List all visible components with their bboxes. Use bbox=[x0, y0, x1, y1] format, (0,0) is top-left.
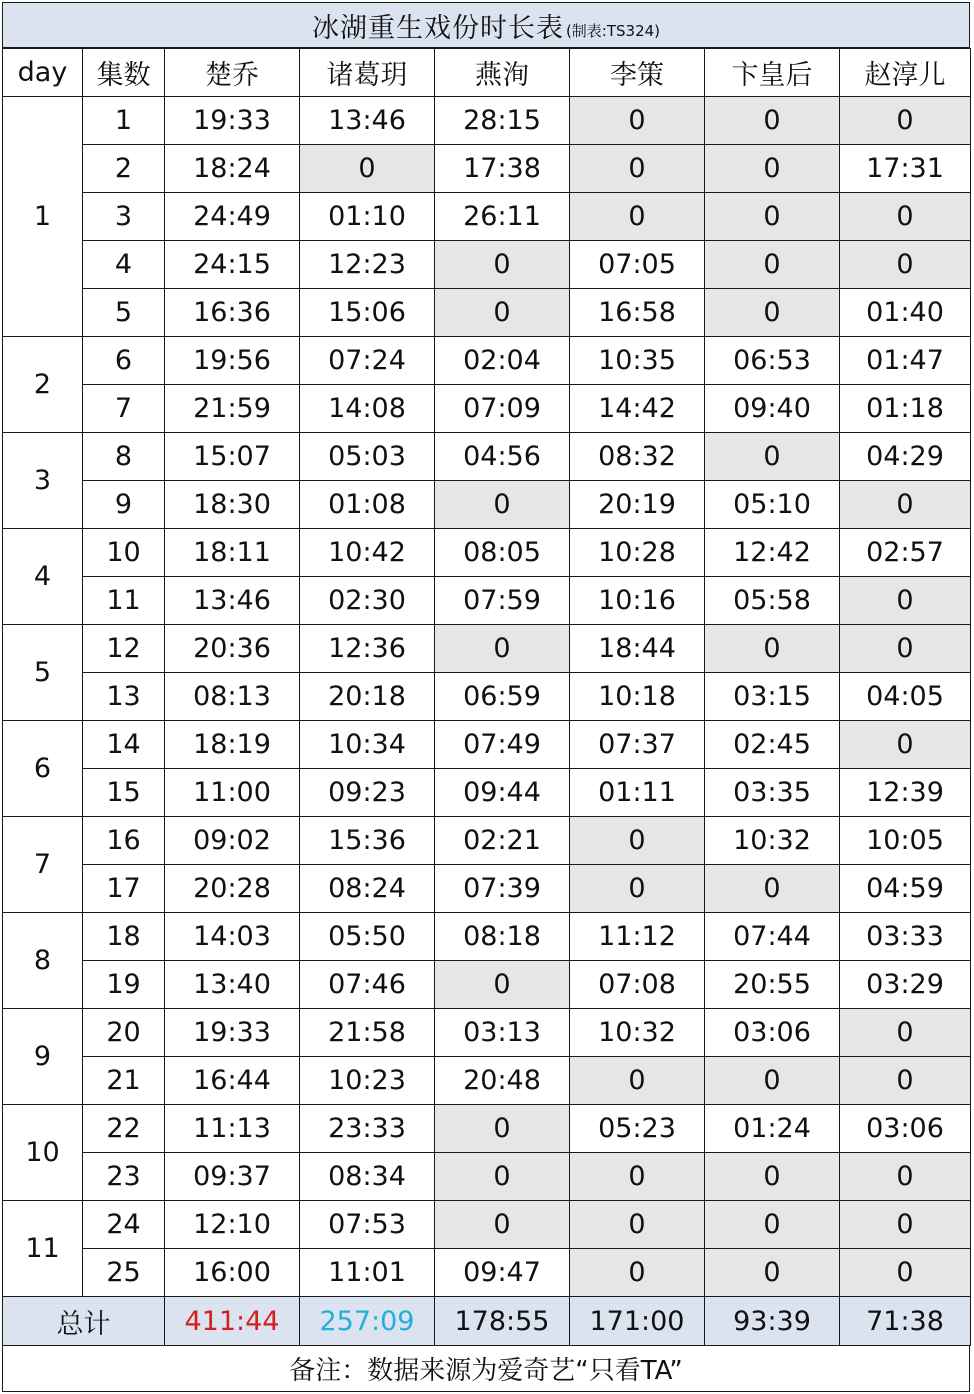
episode-cell: 18 bbox=[83, 913, 165, 961]
episode-cell: 22 bbox=[83, 1105, 165, 1153]
duration-cell: 09:23 bbox=[300, 769, 435, 817]
duration-cell: 0 bbox=[435, 1105, 570, 1153]
episode-cell: 1 bbox=[83, 97, 165, 145]
day-cell: 8 bbox=[3, 913, 83, 1009]
duration-cell: 15:07 bbox=[165, 433, 300, 481]
episode-cell: 13 bbox=[83, 673, 165, 721]
day-cell: 7 bbox=[3, 817, 83, 913]
duration-cell: 03:15 bbox=[705, 673, 840, 721]
duration-cell: 14:42 bbox=[570, 385, 705, 433]
duration-cell: 0 bbox=[570, 1249, 705, 1297]
table-row bbox=[3, 241, 971, 289]
duration-cell: 16:00 bbox=[165, 1249, 300, 1297]
episode-cell: 17 bbox=[83, 865, 165, 913]
episode-cell: 11 bbox=[83, 577, 165, 625]
episode-cell: 9 bbox=[83, 481, 165, 529]
episode-cell: 15 bbox=[83, 769, 165, 817]
table-row bbox=[3, 673, 971, 721]
duration-cell: 12:39 bbox=[840, 769, 971, 817]
duration-cell: 03:13 bbox=[435, 1009, 570, 1057]
total-value: 178:55 bbox=[435, 1297, 570, 1346]
total-value: 93:39 bbox=[705, 1297, 840, 1346]
duration-cell: 17:38 bbox=[435, 145, 570, 193]
duration-cell: 08:13 bbox=[165, 673, 300, 721]
duration-cell: 14:08 bbox=[300, 385, 435, 433]
episode-cell: 16 bbox=[83, 817, 165, 865]
duration-cell: 21:58 bbox=[300, 1009, 435, 1057]
duration-cell: 19:56 bbox=[165, 337, 300, 385]
duration-cell: 11:00 bbox=[165, 769, 300, 817]
table-row bbox=[3, 721, 971, 769]
duration-cell: 0 bbox=[840, 1009, 971, 1057]
duration-cell: 07:08 bbox=[570, 961, 705, 1009]
duration-cell: 0 bbox=[570, 193, 705, 241]
total-row bbox=[3, 1297, 971, 1346]
day-cell: 9 bbox=[3, 1009, 83, 1105]
duration-cell: 20:48 bbox=[435, 1057, 570, 1105]
duration-cell: 0 bbox=[840, 481, 971, 529]
duration-cell: 09:37 bbox=[165, 1153, 300, 1201]
duration-cell: 12:23 bbox=[300, 241, 435, 289]
duration-cell: 0 bbox=[705, 1249, 840, 1297]
duration-cell: 0 bbox=[435, 241, 570, 289]
duration-cell: 03:35 bbox=[705, 769, 840, 817]
total-value: 71:38 bbox=[840, 1297, 971, 1346]
duration-cell: 18:30 bbox=[165, 481, 300, 529]
duration-cell: 11:13 bbox=[165, 1105, 300, 1153]
duration-cell: 06:53 bbox=[705, 337, 840, 385]
table-row bbox=[3, 385, 971, 433]
header-zhaochuner: 赵淳儿 bbox=[840, 49, 971, 97]
total-label: 总计 bbox=[3, 1297, 165, 1346]
duration-cell: 0 bbox=[705, 289, 840, 337]
table-row bbox=[3, 961, 971, 1009]
duration-cell: 05:23 bbox=[570, 1105, 705, 1153]
duration-cell: 08:32 bbox=[570, 433, 705, 481]
duration-cell: 02:45 bbox=[705, 721, 840, 769]
duration-cell: 10:16 bbox=[570, 577, 705, 625]
table-row bbox=[3, 289, 971, 337]
duration-cell: 26:11 bbox=[435, 193, 570, 241]
episode-cell: 3 bbox=[83, 193, 165, 241]
total-value: 411:44 bbox=[165, 1297, 300, 1346]
table-row bbox=[3, 625, 971, 673]
duration-cell: 09:02 bbox=[165, 817, 300, 865]
duration-cell: 0 bbox=[705, 865, 840, 913]
duration-cell: 0 bbox=[705, 1153, 840, 1201]
duration-cell: 23:33 bbox=[300, 1105, 435, 1153]
duration-cell: 08:18 bbox=[435, 913, 570, 961]
duration-cell: 11:12 bbox=[570, 913, 705, 961]
duration-cell: 07:24 bbox=[300, 337, 435, 385]
duration-cell: 02:04 bbox=[435, 337, 570, 385]
table-row bbox=[3, 1105, 971, 1153]
duration-cell: 16:36 bbox=[165, 289, 300, 337]
duration-cell: 01:08 bbox=[300, 481, 435, 529]
header-bianhuanghou: 卞皇后 bbox=[705, 49, 840, 97]
duration-cell: 05:10 bbox=[705, 481, 840, 529]
episode-cell: 20 bbox=[83, 1009, 165, 1057]
duration-cell: 01:40 bbox=[840, 289, 971, 337]
duration-cell: 0 bbox=[840, 625, 971, 673]
duration-cell: 18:19 bbox=[165, 721, 300, 769]
duration-cell: 0 bbox=[705, 625, 840, 673]
duration-cell: 28:15 bbox=[435, 97, 570, 145]
duration-cell: 0 bbox=[570, 1057, 705, 1105]
header-yanxun: 燕洵 bbox=[435, 49, 570, 97]
episode-cell: 5 bbox=[83, 289, 165, 337]
duration-cell: 04:29 bbox=[840, 433, 971, 481]
duration-cell: 15:06 bbox=[300, 289, 435, 337]
duration-cell: 0 bbox=[570, 1153, 705, 1201]
header-row bbox=[3, 49, 971, 97]
duration-cell: 10:05 bbox=[840, 817, 971, 865]
duration-cell: 15:36 bbox=[300, 817, 435, 865]
duration-cell: 24:15 bbox=[165, 241, 300, 289]
duration-cell: 20:28 bbox=[165, 865, 300, 913]
duration-cell: 18:44 bbox=[570, 625, 705, 673]
header-day: day bbox=[3, 49, 83, 97]
duration-cell: 0 bbox=[840, 1201, 971, 1249]
duration-cell: 12:10 bbox=[165, 1201, 300, 1249]
duration-cell: 07:09 bbox=[435, 385, 570, 433]
duration-cell: 0 bbox=[435, 625, 570, 673]
duration-cell: 10:34 bbox=[300, 721, 435, 769]
duration-cell: 04:59 bbox=[840, 865, 971, 913]
total-value: 171:00 bbox=[570, 1297, 705, 1346]
duration-cell: 01:18 bbox=[840, 385, 971, 433]
table-row bbox=[3, 337, 971, 385]
duration-cell: 07:49 bbox=[435, 721, 570, 769]
header-lice: 李策 bbox=[570, 49, 705, 97]
day-cell: 3 bbox=[3, 433, 83, 529]
table-row bbox=[3, 1201, 971, 1249]
duration-cell: 0 bbox=[435, 1153, 570, 1201]
duration-cell: 01:47 bbox=[840, 337, 971, 385]
duration-cell: 21:59 bbox=[165, 385, 300, 433]
duration-cell: 0 bbox=[840, 577, 971, 625]
duration-cell: 0 bbox=[570, 1201, 705, 1249]
duration-cell: 0 bbox=[570, 145, 705, 193]
table-row bbox=[3, 433, 971, 481]
episode-cell: 7 bbox=[83, 385, 165, 433]
duration-cell: 0 bbox=[840, 193, 971, 241]
duration-cell: 0 bbox=[840, 97, 971, 145]
duration-cell: 07:05 bbox=[570, 241, 705, 289]
duration-cell: 0 bbox=[435, 289, 570, 337]
duration-cell: 0 bbox=[705, 1201, 840, 1249]
episode-cell: 23 bbox=[83, 1153, 165, 1201]
duration-cell: 06:59 bbox=[435, 673, 570, 721]
duration-table bbox=[2, 48, 971, 1346]
duration-cell: 02:30 bbox=[300, 577, 435, 625]
duration-cell: 0 bbox=[840, 1249, 971, 1297]
episode-cell: 4 bbox=[83, 241, 165, 289]
duration-cell: 07:53 bbox=[300, 1201, 435, 1249]
duration-cell: 04:56 bbox=[435, 433, 570, 481]
duration-cell: 13:46 bbox=[300, 97, 435, 145]
episode-cell: 6 bbox=[83, 337, 165, 385]
table-row bbox=[3, 193, 971, 241]
duration-cell: 04:05 bbox=[840, 673, 971, 721]
table-row bbox=[3, 1153, 971, 1201]
duration-cell: 12:42 bbox=[705, 529, 840, 577]
duration-cell: 13:40 bbox=[165, 961, 300, 1009]
duration-cell: 07:39 bbox=[435, 865, 570, 913]
duration-cell: 16:58 bbox=[570, 289, 705, 337]
episode-cell: 21 bbox=[83, 1057, 165, 1105]
duration-cell: 08:24 bbox=[300, 865, 435, 913]
duration-cell: 14:03 bbox=[165, 913, 300, 961]
duration-cell: 09:47 bbox=[435, 1249, 570, 1297]
duration-cell: 01:24 bbox=[705, 1105, 840, 1153]
duration-cell: 19:33 bbox=[165, 1009, 300, 1057]
duration-cell: 0 bbox=[705, 433, 840, 481]
duration-cell: 05:03 bbox=[300, 433, 435, 481]
duration-cell: 0 bbox=[705, 193, 840, 241]
duration-cell: 20:36 bbox=[165, 625, 300, 673]
header-episode: 集数 bbox=[83, 49, 165, 97]
duration-cell: 0 bbox=[435, 961, 570, 1009]
table-row bbox=[3, 1057, 971, 1105]
table-body bbox=[3, 97, 971, 1297]
duration-cell: 12:36 bbox=[300, 625, 435, 673]
title-note: (制表:TS324) bbox=[565, 21, 661, 40]
duration-cell: 10:18 bbox=[570, 673, 705, 721]
duration-cell: 08:34 bbox=[300, 1153, 435, 1201]
table-row bbox=[3, 865, 971, 913]
duration-cell: 0 bbox=[570, 817, 705, 865]
duration-cell: 05:50 bbox=[300, 913, 435, 961]
duration-cell: 19:33 bbox=[165, 97, 300, 145]
episode-cell: 14 bbox=[83, 721, 165, 769]
duration-cell: 0 bbox=[570, 865, 705, 913]
duration-cell: 10:32 bbox=[570, 1009, 705, 1057]
duration-cell: 0 bbox=[840, 1057, 971, 1105]
duration-cell: 02:57 bbox=[840, 529, 971, 577]
total-value: 257:09 bbox=[300, 1297, 435, 1346]
duration-cell: 03:06 bbox=[840, 1105, 971, 1153]
episode-cell: 12 bbox=[83, 625, 165, 673]
duration-cell: 0 bbox=[840, 241, 971, 289]
duration-cell: 08:05 bbox=[435, 529, 570, 577]
duration-cell: 0 bbox=[435, 481, 570, 529]
duration-cell: 18:11 bbox=[165, 529, 300, 577]
duration-cell: 0 bbox=[840, 1153, 971, 1201]
table-row bbox=[3, 1249, 971, 1297]
episode-cell: 10 bbox=[83, 529, 165, 577]
table-row bbox=[3, 769, 971, 817]
episode-cell: 8 bbox=[83, 433, 165, 481]
duration-cell: 07:59 bbox=[435, 577, 570, 625]
episode-cell: 2 bbox=[83, 145, 165, 193]
day-cell: 10 bbox=[3, 1105, 83, 1201]
duration-cell: 0 bbox=[435, 1201, 570, 1249]
duration-cell: 10:35 bbox=[570, 337, 705, 385]
day-cell: 2 bbox=[3, 337, 83, 433]
episode-cell: 24 bbox=[83, 1201, 165, 1249]
duration-cell: 03:33 bbox=[840, 913, 971, 961]
duration-cell: 24:49 bbox=[165, 193, 300, 241]
header-chuqiao: 楚乔 bbox=[165, 49, 300, 97]
table-row bbox=[3, 97, 971, 145]
duration-cell: 0 bbox=[705, 97, 840, 145]
duration-cell: 13:46 bbox=[165, 577, 300, 625]
sheet-title bbox=[2, 2, 970, 48]
episode-cell: 19 bbox=[83, 961, 165, 1009]
duration-cell: 0 bbox=[840, 721, 971, 769]
duration-cell: 18:24 bbox=[165, 145, 300, 193]
duration-cell: 0 bbox=[705, 1057, 840, 1105]
duration-cell: 10:42 bbox=[300, 529, 435, 577]
duration-cell: 20:18 bbox=[300, 673, 435, 721]
table-row bbox=[3, 913, 971, 961]
duration-cell: 09:40 bbox=[705, 385, 840, 433]
duration-cell: 07:46 bbox=[300, 961, 435, 1009]
duration-cell: 07:44 bbox=[705, 913, 840, 961]
duration-cell: 10:28 bbox=[570, 529, 705, 577]
table-row bbox=[3, 817, 971, 865]
duration-cell: 01:10 bbox=[300, 193, 435, 241]
duration-cell: 05:58 bbox=[705, 577, 840, 625]
table-row bbox=[3, 1009, 971, 1057]
duration-cell: 03:29 bbox=[840, 961, 971, 1009]
duration-cell: 16:44 bbox=[165, 1057, 300, 1105]
table-row bbox=[3, 481, 971, 529]
table-row bbox=[3, 145, 971, 193]
duration-cell: 0 bbox=[705, 145, 840, 193]
day-cell: 5 bbox=[3, 625, 83, 721]
footer-note: 备注：数据来源为爱奇艺“只看TA” bbox=[2, 1346, 970, 1392]
duration-cell: 07:37 bbox=[570, 721, 705, 769]
duration-cell: 0 bbox=[570, 97, 705, 145]
table-row bbox=[3, 529, 971, 577]
duration-cell: 10:23 bbox=[300, 1057, 435, 1105]
duration-cell: 0 bbox=[300, 145, 435, 193]
episode-cell: 25 bbox=[83, 1249, 165, 1297]
duration-cell: 09:44 bbox=[435, 769, 570, 817]
day-cell: 11 bbox=[3, 1201, 83, 1297]
duration-cell: 17:31 bbox=[840, 145, 971, 193]
duration-cell: 0 bbox=[705, 241, 840, 289]
table-row bbox=[3, 577, 971, 625]
day-cell: 4 bbox=[3, 529, 83, 625]
day-cell: 1 bbox=[3, 97, 83, 337]
header-zhugeyue: 诸葛玥 bbox=[300, 49, 435, 97]
duration-cell: 02:21 bbox=[435, 817, 570, 865]
duration-cell: 01:11 bbox=[570, 769, 705, 817]
duration-cell: 11:01 bbox=[300, 1249, 435, 1297]
duration-cell: 20:55 bbox=[705, 961, 840, 1009]
day-cell: 6 bbox=[3, 721, 83, 817]
duration-cell: 20:19 bbox=[570, 481, 705, 529]
duration-cell: 03:06 bbox=[705, 1009, 840, 1057]
duration-cell: 10:32 bbox=[705, 817, 840, 865]
title-main: 冰湖重生戏份时长表 bbox=[311, 12, 564, 44]
